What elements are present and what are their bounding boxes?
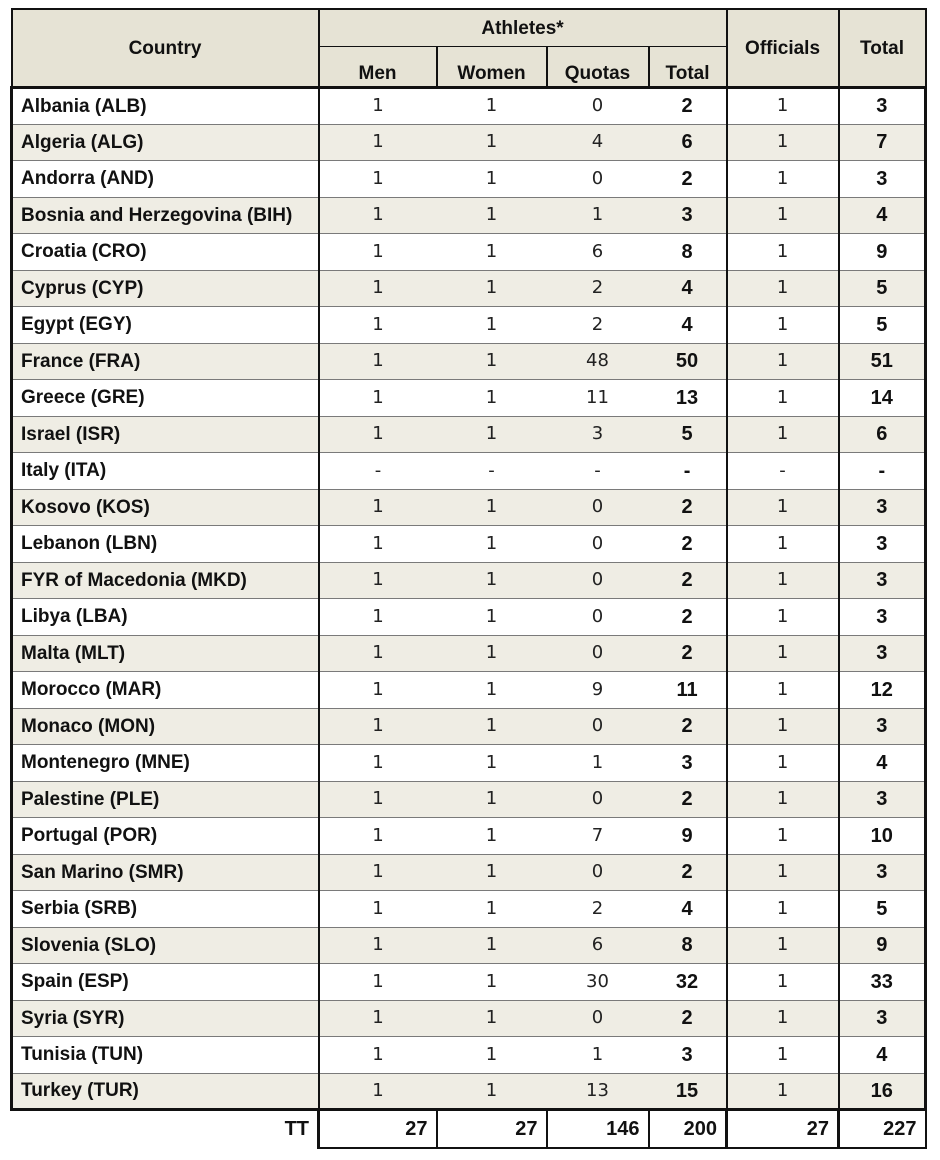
cell-men: 1 xyxy=(319,635,437,672)
cell-men: 1 xyxy=(319,489,437,526)
cell-men: 1 xyxy=(319,745,437,782)
cell-quotas: 0 xyxy=(547,526,649,563)
cell-officials: 1 xyxy=(727,891,839,928)
cell-athletes-total: 2 xyxy=(649,489,727,526)
cell-men: 1 xyxy=(319,88,437,125)
cell-women: 1 xyxy=(437,380,547,417)
cell-officials: 1 xyxy=(727,416,839,453)
cell-grand-total: 3 xyxy=(839,781,926,818)
cell-athletes-total: 4 xyxy=(649,270,727,307)
header-athletes-total: Total xyxy=(649,47,727,88)
cell-country: Malta (MLT) xyxy=(12,635,319,672)
cell-country: Turkey (TUR) xyxy=(12,1073,319,1110)
cell-officials: 1 xyxy=(727,1037,839,1074)
table-row xyxy=(12,124,926,161)
cell-quotas: 4 xyxy=(547,124,649,161)
cell-country: FYR of Macedonia (MKD) xyxy=(12,562,319,599)
cell-athletes-total: 6 xyxy=(649,124,727,161)
cell-officials: 1 xyxy=(727,270,839,307)
table-footer xyxy=(12,1110,926,1148)
cell-grand-total: 3 xyxy=(839,88,926,125)
cell-men: 1 xyxy=(319,380,437,417)
cell-grand-total: 12 xyxy=(839,672,926,709)
cell-men: 1 xyxy=(319,124,437,161)
cell-country: Slovenia (SLO) xyxy=(12,927,319,964)
table-row xyxy=(12,234,926,271)
cell-quotas: 6 xyxy=(547,234,649,271)
cell-grand-total: 3 xyxy=(839,854,926,891)
cell-women: 1 xyxy=(437,1000,547,1037)
cell-grand-total: 3 xyxy=(839,489,926,526)
table-header xyxy=(12,9,926,88)
cell-country: Egypt (EGY) xyxy=(12,307,319,344)
cell-men: - xyxy=(319,453,437,490)
cell-athletes-total: 5 xyxy=(649,416,727,453)
cell-athletes-total: 50 xyxy=(649,343,727,380)
cell-quotas: 11 xyxy=(547,380,649,417)
cell-quotas: 0 xyxy=(547,708,649,745)
cell-men: 1 xyxy=(319,526,437,563)
cell-officials: 1 xyxy=(727,635,839,672)
cell-athletes-total: 2 xyxy=(649,1000,727,1037)
cell-grand-total: 5 xyxy=(839,270,926,307)
cell-grand-total: 5 xyxy=(839,891,926,928)
cell-grand-total: 3 xyxy=(839,1000,926,1037)
cell-women: 1 xyxy=(437,343,547,380)
cell-quotas: 0 xyxy=(547,562,649,599)
cell-athletes-total: 2 xyxy=(649,854,727,891)
cell-men: 1 xyxy=(319,1037,437,1074)
table-row xyxy=(12,380,926,417)
cell-athletes-total: 3 xyxy=(649,745,727,782)
table-row xyxy=(12,854,926,891)
cell-women: 1 xyxy=(437,489,547,526)
cell-athletes-total: 2 xyxy=(649,599,727,636)
cell-quotas: 7 xyxy=(547,818,649,855)
cell-country: Greece (GRE) xyxy=(12,380,319,417)
cell-athletes-total: 3 xyxy=(649,197,727,234)
cell-officials: 1 xyxy=(727,343,839,380)
cell-athletes-total: 13 xyxy=(649,380,727,417)
cell-women: 1 xyxy=(437,599,547,636)
cell-women: 1 xyxy=(437,854,547,891)
cell-women: 1 xyxy=(437,927,547,964)
cell-men: 1 xyxy=(319,234,437,271)
cell-athletes-total: - xyxy=(649,453,727,490)
cell-officials: 1 xyxy=(727,489,839,526)
header-country: Country xyxy=(12,9,319,88)
header-men: Men xyxy=(319,47,437,88)
cell-officials: 1 xyxy=(727,854,839,891)
table-row xyxy=(12,781,926,818)
cell-women: 1 xyxy=(437,1037,547,1074)
table-row xyxy=(12,453,926,490)
cell-men: 1 xyxy=(319,270,437,307)
cell-quotas: 1 xyxy=(547,197,649,234)
cell-officials: 1 xyxy=(727,927,839,964)
table-row xyxy=(12,964,926,1001)
header-officials: Officials xyxy=(727,9,839,88)
cell-officials: 1 xyxy=(727,234,839,271)
cell-men: 1 xyxy=(319,161,437,198)
totals-row xyxy=(12,1110,926,1148)
header-quotas: Quotas xyxy=(547,47,649,88)
cell-quotas: 0 xyxy=(547,635,649,672)
cell-grand-total: 4 xyxy=(839,1037,926,1074)
cell-men: 1 xyxy=(319,708,437,745)
cell-officials: 1 xyxy=(727,124,839,161)
cell-country: Andorra (AND) xyxy=(12,161,319,198)
table-row xyxy=(12,745,926,782)
cell-quotas: 1 xyxy=(547,1037,649,1074)
cell-country: Kosovo (KOS) xyxy=(12,489,319,526)
header-athletes: Athletes* xyxy=(319,9,727,47)
cell-athletes-total: 4 xyxy=(649,891,727,928)
cell-athletes-total: 2 xyxy=(649,781,727,818)
cell-grand-total: 9 xyxy=(839,927,926,964)
cell-country: Portugal (POR) xyxy=(12,818,319,855)
cell-officials: 1 xyxy=(727,88,839,125)
cell-country: Croatia (CRO) xyxy=(12,234,319,271)
table-row xyxy=(12,599,926,636)
cell-officials: 1 xyxy=(727,672,839,709)
cell-athletes-total: 2 xyxy=(649,161,727,198)
cell-grand-total: 4 xyxy=(839,197,926,234)
cell-athletes-total: 32 xyxy=(649,964,727,1001)
cell-women: 1 xyxy=(437,124,547,161)
table-row xyxy=(12,343,926,380)
cell-officials: 1 xyxy=(727,599,839,636)
cell-grand-total: 3 xyxy=(839,599,926,636)
cell-women: 1 xyxy=(437,416,547,453)
cell-women: 1 xyxy=(437,781,547,818)
cell-women: - xyxy=(437,453,547,490)
cell-grand-total: 14 xyxy=(839,380,926,417)
cell-men: 1 xyxy=(319,1073,437,1110)
cell-country: Spain (ESP) xyxy=(12,964,319,1001)
header-women: Women xyxy=(437,47,547,88)
cell-athletes-total: 11 xyxy=(649,672,727,709)
cell-officials: 1 xyxy=(727,197,839,234)
table-row xyxy=(12,891,926,928)
cell-grand-total: 6 xyxy=(839,416,926,453)
table-row xyxy=(12,489,926,526)
cell-country: San Marino (SMR) xyxy=(12,854,319,891)
cell-officials: 1 xyxy=(727,781,839,818)
cell-women: 1 xyxy=(437,197,547,234)
cell-men: 1 xyxy=(319,307,437,344)
cell-women: 1 xyxy=(437,708,547,745)
cell-officials: 1 xyxy=(727,307,839,344)
cell-men: 1 xyxy=(319,781,437,818)
cell-country: Tunisia (TUN) xyxy=(12,1037,319,1074)
cell-country: Morocco (MAR) xyxy=(12,672,319,709)
cell-women: 1 xyxy=(437,672,547,709)
cell-country: Syria (SYR) xyxy=(12,1000,319,1037)
cell-men: 1 xyxy=(319,854,437,891)
cell-grand-total: 3 xyxy=(839,635,926,672)
cell-quotas: 0 xyxy=(547,854,649,891)
cell-men: 1 xyxy=(319,672,437,709)
cell-women: 1 xyxy=(437,964,547,1001)
cell-grand-total: - xyxy=(839,453,926,490)
cell-athletes-total: 15 xyxy=(649,1073,727,1110)
cell-quotas: 0 xyxy=(547,1000,649,1037)
cell-athletes-total: 2 xyxy=(649,635,727,672)
table-row xyxy=(12,270,926,307)
cell-quotas: 1 xyxy=(547,745,649,782)
cell-quotas: 13 xyxy=(547,1073,649,1110)
table-row xyxy=(12,197,926,234)
cell-quotas: 6 xyxy=(547,927,649,964)
cell-quotas: 0 xyxy=(547,88,649,125)
cell-officials: 1 xyxy=(727,380,839,417)
cell-men: 1 xyxy=(319,416,437,453)
table-row xyxy=(12,1037,926,1074)
cell-country: Montenegro (MNE) xyxy=(12,745,319,782)
cell-men: 1 xyxy=(319,1000,437,1037)
cell-quotas: 2 xyxy=(547,891,649,928)
cell-quotas: - xyxy=(547,453,649,490)
cell-quotas: 48 xyxy=(547,343,649,380)
cell-men: 1 xyxy=(319,343,437,380)
header-grand-total: Total xyxy=(839,9,926,88)
table-row xyxy=(12,562,926,599)
cell-officials: 1 xyxy=(727,964,839,1001)
cell-women: 1 xyxy=(437,1073,547,1110)
cell-quotas: 0 xyxy=(547,161,649,198)
cell-officials: 1 xyxy=(727,708,839,745)
cell-officials: 1 xyxy=(727,818,839,855)
cell-country: Italy (ITA) xyxy=(12,453,319,490)
totals-label: TT xyxy=(284,1118,309,1141)
cell-officials: 1 xyxy=(727,745,839,782)
cell-athletes-total: 2 xyxy=(649,526,727,563)
cell-women: 1 xyxy=(437,270,547,307)
table-row xyxy=(12,927,926,964)
cell-women: 1 xyxy=(437,234,547,271)
cell-women: 1 xyxy=(437,745,547,782)
cell-officials: 1 xyxy=(727,1000,839,1037)
cell-women: 1 xyxy=(437,891,547,928)
cell-men: 1 xyxy=(319,197,437,234)
table-row xyxy=(12,708,926,745)
cell-athletes-total: 2 xyxy=(649,708,727,745)
cell-quotas: 30 xyxy=(547,964,649,1001)
cell-grand-total: 7 xyxy=(839,124,926,161)
cell-quotas: 2 xyxy=(547,270,649,307)
cell-athletes-total: 2 xyxy=(649,88,727,125)
table-row xyxy=(12,88,926,125)
cell-country: Palestine (PLE) xyxy=(12,781,319,818)
cell-country: Lebanon (LBN) xyxy=(12,526,319,563)
cell-athletes-total: 9 xyxy=(649,818,727,855)
cell-grand-total: 10 xyxy=(839,818,926,855)
cell-country: Serbia (SRB) xyxy=(12,891,319,928)
cell-quotas: 3 xyxy=(547,416,649,453)
table-body xyxy=(12,88,926,1110)
cell-grand-total: 3 xyxy=(839,161,926,198)
cell-athletes-total: 3 xyxy=(649,1037,727,1074)
cell-grand-total: 5 xyxy=(839,307,926,344)
participation-table xyxy=(10,8,927,1149)
cell-grand-total: 16 xyxy=(839,1073,926,1110)
cell-men: 1 xyxy=(319,964,437,1001)
cell-women: 1 xyxy=(437,161,547,198)
cell-country: Bosnia and Herzegovina (BIH) xyxy=(12,197,319,234)
cell-athletes-total: 2 xyxy=(649,562,727,599)
table-row xyxy=(12,1000,926,1037)
cell-grand-total: 4 xyxy=(839,745,926,782)
cell-men: 1 xyxy=(319,927,437,964)
cell-grand-total: 3 xyxy=(839,562,926,599)
cell-officials: 1 xyxy=(727,526,839,563)
table-row xyxy=(12,818,926,855)
cell-country: Israel (ISR) xyxy=(12,416,319,453)
cell-women: 1 xyxy=(437,562,547,599)
table-row xyxy=(12,1073,926,1110)
cell-officials: 1 xyxy=(727,161,839,198)
cell-women: 1 xyxy=(437,307,547,344)
cell-quotas: 0 xyxy=(547,599,649,636)
cell-women: 1 xyxy=(437,88,547,125)
cell-athletes-total: 8 xyxy=(649,927,727,964)
cell-country: Algeria (ALG) xyxy=(12,124,319,161)
cell-country: Cyprus (CYP) xyxy=(12,270,319,307)
cell-grand-total: 3 xyxy=(839,708,926,745)
cell-grand-total: 33 xyxy=(839,964,926,1001)
table-row xyxy=(12,635,926,672)
totals-men: 27 xyxy=(319,1110,437,1148)
totals-women: 27 xyxy=(437,1110,547,1148)
cell-grand-total: 3 xyxy=(839,526,926,563)
cell-athletes-total: 4 xyxy=(649,307,727,344)
cell-men: 1 xyxy=(319,599,437,636)
cell-country: Albania (ALB) xyxy=(12,88,319,125)
cell-athletes-total: 8 xyxy=(649,234,727,271)
cell-grand-total: 9 xyxy=(839,234,926,271)
cell-women: 1 xyxy=(437,635,547,672)
cell-country: Monaco (MON) xyxy=(12,708,319,745)
totals-grand: 227 xyxy=(839,1110,926,1148)
cell-country: Libya (LBA) xyxy=(12,599,319,636)
totals-officials: 27 xyxy=(727,1110,839,1148)
totals-quotas: 146 xyxy=(547,1110,649,1148)
cell-women: 1 xyxy=(437,818,547,855)
cell-officials: 1 xyxy=(727,562,839,599)
cell-women: 1 xyxy=(437,526,547,563)
cell-officials: 1 xyxy=(727,1073,839,1110)
cell-country: France (FRA) xyxy=(12,343,319,380)
table-row xyxy=(12,161,926,198)
cell-quotas: 2 xyxy=(547,307,649,344)
cell-quotas: 0 xyxy=(547,781,649,818)
cell-men: 1 xyxy=(319,562,437,599)
totals-athletes-total: 200 xyxy=(649,1110,727,1148)
cell-quotas: 0 xyxy=(547,489,649,526)
cell-men: 1 xyxy=(319,818,437,855)
cell-men: 1 xyxy=(319,891,437,928)
table-row xyxy=(12,307,926,344)
cell-quotas: 9 xyxy=(547,672,649,709)
cell-officials: - xyxy=(727,453,839,490)
table-row xyxy=(12,416,926,453)
table-row xyxy=(12,526,926,563)
cell-grand-total: 51 xyxy=(839,343,926,380)
table-row xyxy=(12,672,926,709)
